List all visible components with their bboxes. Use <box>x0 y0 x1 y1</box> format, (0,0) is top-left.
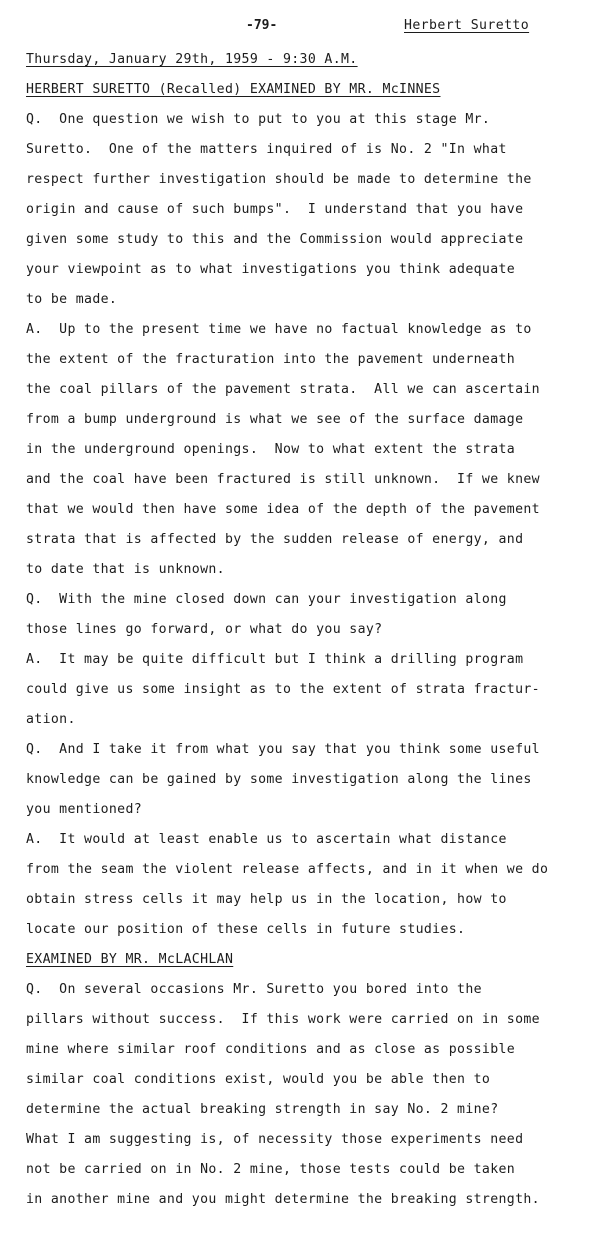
examination-heading: HERBERT SURETTO (Recalled) EXAMINED BY MR. McINNES <box>26 82 441 97</box>
transcript-line: given some study to this and the Commission would appreciate <box>26 232 524 247</box>
transcript-line: What I am suggesting is, of necessity those experiments need <box>26 1132 524 1147</box>
examination-heading: EXAMINED BY MR. McLACHLAN <box>26 952 234 967</box>
transcript-line: from the seam the violent release affects, and in it when we do <box>26 862 549 877</box>
transcript-line: Q. And I take it from what you say that you think some useful <box>26 742 540 757</box>
transcript-line: your viewpoint as to what investigations you think adequate <box>26 262 516 277</box>
transcript-line: those lines go forward, or what do you say? <box>26 622 383 637</box>
transcript-line: you mentioned? <box>26 802 143 817</box>
transcript-line: mine where similar roof conditions and as close as possible <box>26 1042 516 1057</box>
transcript-line: in the underground openings. Now to what extent the strata <box>26 442 516 457</box>
transcript-line: could give us some insight as to the extent of strata fractur- <box>26 682 540 697</box>
transcript-line: from a bump underground is what we see of the surface damage <box>26 412 524 427</box>
transcript-line: similar coal conditions exist, would you be able then to <box>26 1072 491 1087</box>
transcript-line: to be made. <box>26 292 118 307</box>
transcript-line: respect further investigation should be made to determine the <box>26 172 532 187</box>
transcript-line: pillars without success. If this work were carried on in some <box>26 1012 540 1027</box>
transcript-line: A. It would at least enable us to ascertain what distance <box>26 832 507 847</box>
transcript-line: A. It may be quite difficult but I think a drilling program <box>26 652 524 667</box>
transcript-line: Suretto. One of the matters inquired of is No. 2 "In what <box>26 142 507 157</box>
transcript-line: determine the actual breaking strength in say No. 2 mine? <box>26 1102 499 1117</box>
transcript-line: not be carried on in No. 2 mine, those tests could be taken <box>26 1162 516 1177</box>
page-number: -79- <box>246 18 278 33</box>
transcript-line: in another mine and you might determine the breaking strength. <box>26 1192 540 1207</box>
transcript-line: locate our position of these cells in future studies. <box>26 922 466 937</box>
transcript-line: obtain stress cells it may help us in the location, how to <box>26 892 507 907</box>
transcript-line: Q. On several occasions Mr. Suretto you bored into the <box>26 982 482 997</box>
transcript-line: knowledge can be gained by some investigation along the lines <box>26 772 532 787</box>
transcript-line: the coal pillars of the pavement strata. All we can ascertain <box>26 382 540 397</box>
transcript-line: the extent of the fracturation into the pavement underneath <box>26 352 516 367</box>
witness-name-header: Herbert Suretto <box>404 18 530 33</box>
transcript-line: Q. With the mine closed down can your investigation along <box>26 592 507 607</box>
session-date-line: Thursday, January 29th, 1959 - 9:30 A.M. <box>26 52 358 67</box>
transcript-line: strata that is affected by the sudden release of energy, and <box>26 532 524 547</box>
transcript-line: Q. One question we wish to put to you at this stage Mr. <box>26 112 491 127</box>
transcript-line: ation. <box>26 712 76 727</box>
transcript-line: A. Up to the present time we have no factual knowledge as to <box>26 322 532 337</box>
transcript-line: that we would then have some idea of the depth of the pavement <box>26 502 540 517</box>
transcript-line: origin and cause of such bumps". I understand that you have <box>26 202 524 217</box>
transcript-line: and the coal have been fractured is still unknown. If we knew <box>26 472 540 487</box>
transcript-line: to date that is unknown. <box>26 562 225 577</box>
